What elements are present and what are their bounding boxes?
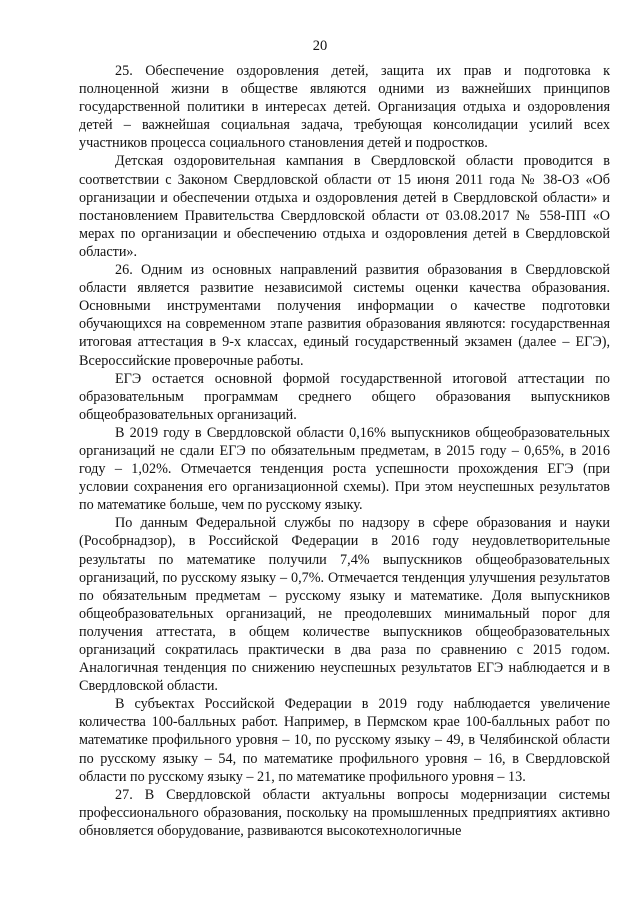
paragraph-health-campaign-law: Детская оздоровительная кампания в Свердловской области проводится в соответствии с Законом Свердловской области от 15 июня 2011 года № 38-ОЗ «Об организации и обеспечении отдыха и оздоровления детей в Свердловской области» и постановлением Правительства Свердловской области от 03.08.2017 № 558-ПП «О мерах по организации и обеспечению отдыха и оздоровления детей в Свердловской области».: [79, 153, 610, 260]
paragraph-ege-2019-results: В 2019 году в Свердловской области 0,16% выпускников общеобразовательных организаций не сдали ЕГЭ по обязательным предметам, в 2015 году – 0,65%, в 2016 году – 1,02%. Отмечается тенденция роста успешности прохождения ЕГЭ (при условии сохранения его организационной схемы). При этом неуспешных результатов по математике больше, чем по русскому языку.: [79, 424, 610, 514]
paragraph-100-point-works: В субъектах Российской Федерации в 2019 году наблюдается увеличение количества 100-балльных работ. Например, в Пермском крае 100-балльных работ по математике профильного уровня – 10, по русскому языку – 49, в Челябинской области по русскому языку – 54, по математике профильного уровня – 16, в Свердловской области по русскому языку – 21, по математике профильного уровня – 13.: [79, 696, 610, 785]
paragraph-26-education-quality: 26. Одним из основных направлений развития образования в Свердловской области является развитие независимой системы оценки качества образования. Основными инструментами получения информации о качестве подготовки обучающихся на современном этапе развития образования являются: государственная итоговая аттестация в 9-х классах, единый государственный экзамен (далее – ЕГЭ), Всероссийские проверочные работы.: [79, 262, 610, 369]
paragraph-ege-main-form: ЕГЭ остается основной формой государственной итоговой аттестации по образовательным программам среднего общего образования выпускников общеобразовательных организаций.: [79, 370, 610, 423]
paragraph-27-vocational-education: 27. В Свердловской области актуальны вопросы модернизации системы профессионального образования, поскольку на промышленных предприятиях активно обновляется оборудование, развиваются высокотехнологичные: [79, 786, 610, 839]
page-number: 20: [312, 38, 328, 54]
paragraph-25-children-health: 25. Обеспечение оздоровления детей, защита их прав и подготовка к полноценной жизни в обществе являются одними из важнейших принципов государственной политики в интересах детей. Организация отдыха и оздоровления детей – важнейшая социальная задача, требующая консолидации усилий всех участников процесса социального становления детей и подростков.: [79, 63, 610, 152]
paragraph-rosobrnadzor-data: По данным Федеральной службы по надзору в сфере образования и науки (Рособрнадзор), в Российской Федерации в 2016 году неудовлетворительные результаты по математике получили 7,4% выпускников общеобразовательных организаций, по русскому языку – 0,7%. Отмечается тенденция улучшения результатов по обязательным предметам – русскому языку и математике. Доля выпускников общеобразовательных организаций, не преодолевших минимальный порог для получения аттестата, в общем количестве выпускников общеобразовательных организаций сократилась практически в два раза по сравнению с 2015 годом. Аналогичная тенденция по снижению неуспешных результатов ЕГЭ наблюдается и в Свердловской области.: [79, 515, 610, 695]
document-body: [79, 62, 610, 840]
